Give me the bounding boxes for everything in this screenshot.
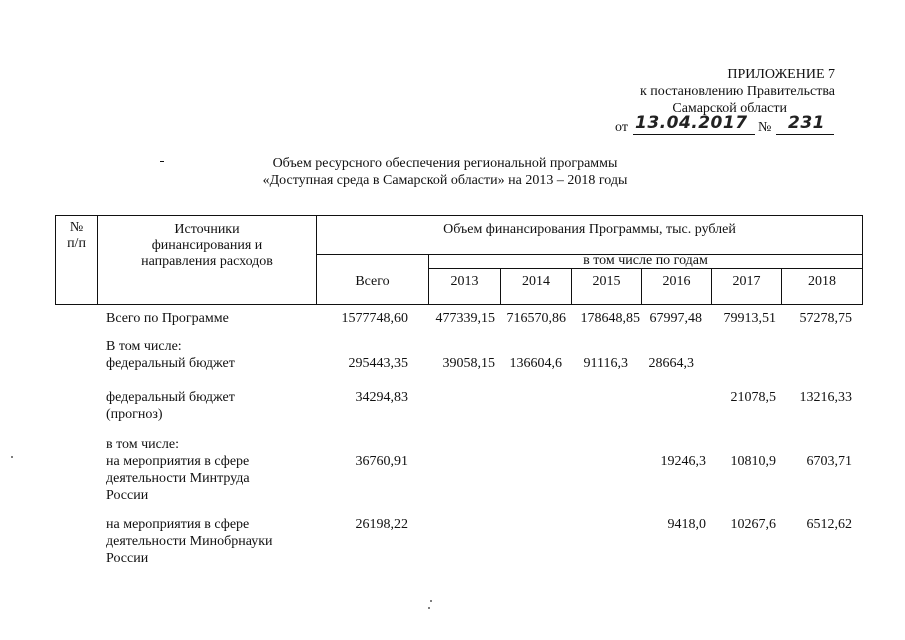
header-year-2015: 2015	[592, 274, 621, 289]
row-label: на мероприятия в сфере	[106, 517, 250, 532]
number-handwritten: 231	[788, 113, 825, 133]
row-value-2017: 79913,51	[723, 311, 776, 326]
row-label: (прогноз)	[106, 407, 163, 422]
number-underline	[776, 134, 834, 135]
row-value-2017: 10810,9	[730, 454, 776, 469]
annex-date-line	[560, 113, 835, 137]
row-label: деятельности Минобрнауки	[106, 534, 273, 549]
row-value-2015: 178648,85	[580, 311, 640, 326]
scan-speck	[428, 607, 430, 609]
header-source-line-3: направления расходов	[141, 254, 273, 269]
row-value-2017: 21078,5	[730, 390, 776, 405]
header-source-line-1: Источники	[174, 222, 240, 237]
grid-top	[55, 215, 863, 216]
annex-line-2: к постановлению Правительства	[639, 84, 835, 99]
row-value-2014: 136604,6	[509, 356, 562, 371]
header-source	[98, 222, 316, 270]
row-value-2018: 57278,75	[799, 311, 852, 326]
row-value-2014: 716570,86	[506, 311, 566, 326]
row-total: 36760,91	[355, 454, 408, 469]
row-label: Всего по Программе	[106, 311, 229, 326]
scan-speck	[430, 600, 432, 602]
row-label: В том числе:	[106, 339, 182, 354]
row-value-2018: 13216,33	[799, 390, 852, 405]
row-total: 295443,35	[348, 356, 408, 371]
grid-header-bottom	[55, 304, 863, 305]
header-year-2014: 2014	[522, 274, 550, 289]
header-year-2016: 2016	[662, 274, 691, 289]
annex-title: ПРИЛОЖЕНИЕ 7	[727, 67, 835, 82]
row-value-2016: 19246,3	[660, 454, 706, 469]
header-total: Всего	[355, 274, 390, 289]
row-label: в том числе:	[106, 437, 179, 452]
date-underline	[633, 134, 755, 135]
row-label: России	[106, 488, 149, 503]
row-value-2013: 39058,15	[442, 356, 495, 371]
header-by-year: в том числе по годам	[583, 253, 708, 268]
row-label: федеральный бюджет	[106, 390, 235, 405]
row-total: 1577748,60	[341, 311, 408, 326]
document-title-line-1: Объем ресурсного обеспечения региональной программы	[272, 156, 618, 171]
row-value-2017: 10267,6	[730, 517, 776, 532]
row-value-2018: 6512,62	[806, 517, 852, 532]
grid-v-right	[862, 215, 863, 305]
header-source-line-2: финансирования и	[151, 238, 263, 253]
header-number	[56, 220, 97, 252]
document-title-line-2: «Доступная среда в Самарской области» на 2013 – 2018 годы	[262, 173, 628, 188]
annex-line-3: Самарской области	[672, 101, 787, 116]
date-prefix: от	[615, 120, 628, 135]
row-value-2015: 91116,3	[583, 356, 628, 371]
row-value-2013: 477339,15	[435, 311, 495, 326]
row-value-2016: 67997,48	[649, 311, 702, 326]
row-value-2016: 28664,3	[648, 356, 694, 371]
row-total: 34294,83	[355, 390, 408, 405]
header-year-2017: 2017	[732, 274, 761, 289]
grid-byyear-bottom	[428, 268, 863, 269]
document-title	[195, 155, 695, 189]
header-number-line-2: п/п	[67, 236, 86, 251]
row-value-2016: 9418,0	[667, 517, 706, 532]
number-prefix: №	[758, 120, 772, 135]
row-label: России	[106, 551, 149, 566]
row-total: 26198,22	[355, 517, 408, 532]
stray-mark	[160, 161, 164, 162]
annex-block	[560, 66, 835, 137]
date-handwritten: 13.04.2017	[635, 113, 748, 133]
row-label: федеральный бюджет	[106, 356, 235, 371]
header-number-line-1: №	[69, 220, 84, 235]
header-funding: Объем финансирования Программы, тыс. рублей	[443, 222, 736, 237]
row-label: деятельности Минтруда	[106, 471, 250, 486]
scan-speck	[11, 456, 13, 458]
row-value-2018: 6703,71	[806, 454, 852, 469]
row-label: на мероприятия в сфере	[106, 454, 250, 469]
header-year-2018: 2018	[808, 274, 836, 289]
header-year-2013: 2013	[450, 274, 479, 289]
